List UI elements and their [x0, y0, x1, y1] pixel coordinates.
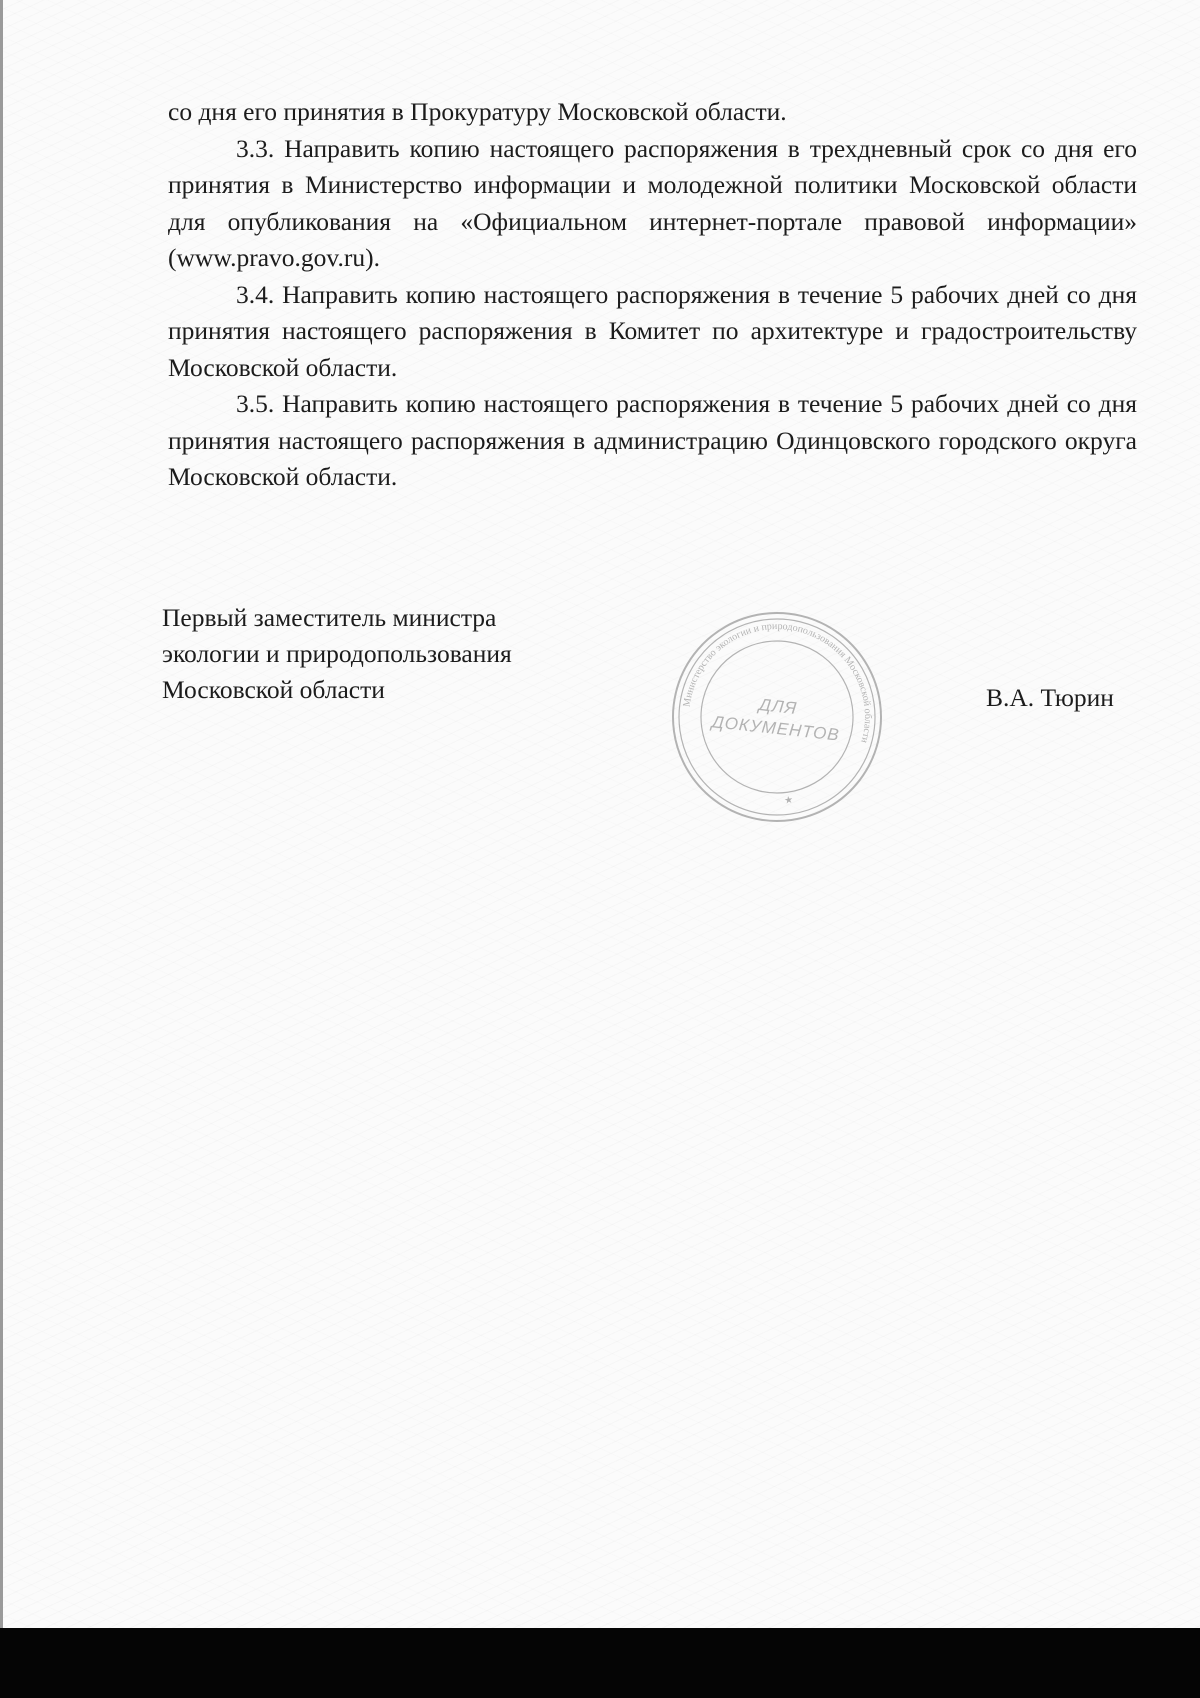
stamp-text-line1: ДЛЯ — [758, 695, 799, 719]
signatory-position-line: Московской области — [162, 675, 385, 704]
stamp-text-line2: ДОКУМЕНТОВ — [710, 712, 841, 745]
scan-bottom-border — [0, 1628, 1200, 1698]
document-body — [168, 94, 1137, 496]
paragraph-3-3: 3.3. Направить копию настоящего распоряжения в трехдневный срок со дня его принятия в Министерство информации и молодежной политики Московской области для опубликования на «Официальном интернет-портале правовой информации» (www.pravo.gov.ru). — [168, 133, 1137, 272]
page-left-edge — [0, 0, 3, 1628]
signatory-name: В.А. Тюрин — [986, 683, 1114, 712]
official-seal-stamp — [668, 608, 886, 826]
signatory-position — [162, 600, 512, 708]
paragraph-3-5: 3.5. Направить копию настоящего распоряжения в течение 5 рабочих дней со дня принятия настоящего распоряжения в администрацию Одинцовского городского округа Московской области. — [168, 389, 1137, 491]
paragraph-3-4: 3.4. Направить копию настоящего распоряжения в течение 5 рабочих дней со дня принятия настоящего распоряжения в Комитет по архитектуре и градостроительству Московской области. — [168, 279, 1137, 382]
stamp-ring-text-path: Министерство экологии и природопользования Московской области — [681, 620, 874, 745]
signatory-position-line: экологии и природопользования — [162, 639, 512, 668]
signatory-position-line: Первый заместитель министра — [162, 603, 497, 632]
paragraph-continuation: со дня его принятия в Прокуратуру Московской области. — [168, 97, 787, 126]
stamp-star-icon: ★ — [783, 794, 794, 807]
